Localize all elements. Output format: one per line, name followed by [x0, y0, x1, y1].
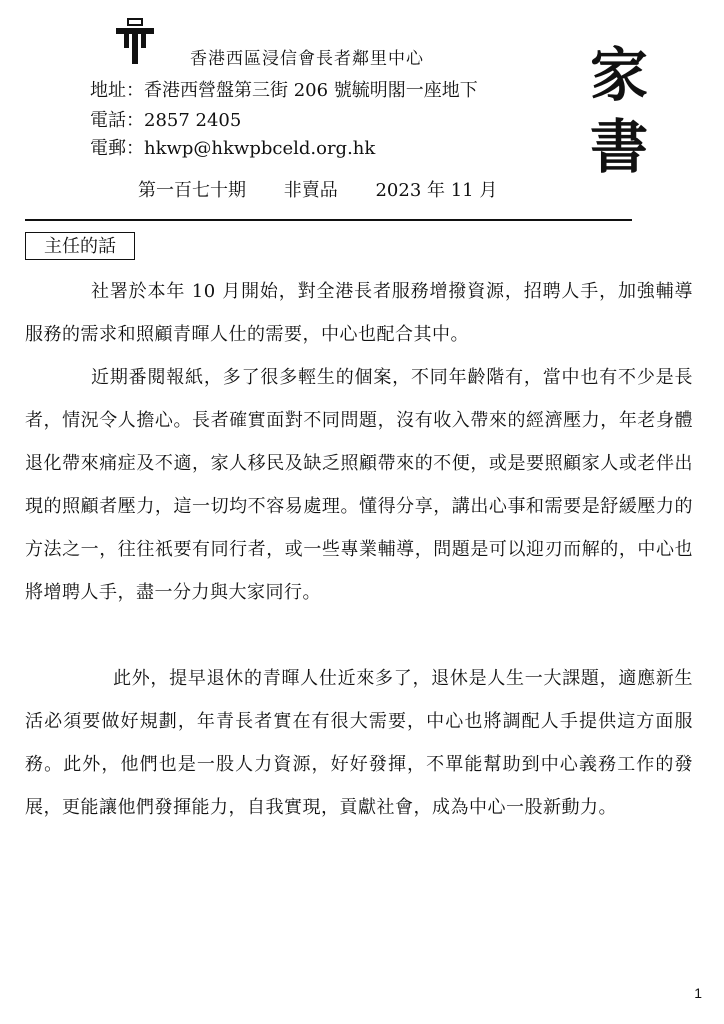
paragraph-2: 近期番閱報紙，多了很多輕生的個案，不同年齡階有，當中也有不少是長者，情況令人擔心。長者確實面對不同問題，沒有收入帶來的經濟壓力，年老身體退化帶來痛症及不適，家人移民及缺乏照顧帶來的不便，或是要照顧家人或老伴出現的照顧者壓力，這一切均不容易處理。懂得分享，講出心事和需要是舒緩壓力的方法之一，往往祇要有同行者，或一些專業輔導，問題是可以迎刃而解的，中心也將增聘人手，盡一分力與大家同行。 — [25, 367, 693, 603]
masthead-title-char-2: 書 — [590, 113, 649, 181]
issue-number: 第一百七十期 — [138, 180, 246, 201]
church-cross-logo-icon — [116, 18, 154, 64]
not-for-sale-label: 非賣品 — [283, 180, 338, 201]
paragraph-3: 此外，提早退休的青暉人仕近來多了，退休是人生一大課題，適應新生活必須要做好規劃，年青長者實在有很大需要，中心也將調配人手提供這方面服務。此外，他們也是一股人力資源，好好發揮，不單能幫助到中心義務工作的發展，更能讓他們發揮能力，自我實現，貢獻社會，成為中心一股新動力。 — [25, 668, 693, 818]
page-number: 1 — [694, 985, 702, 1001]
address-line: 地址：香港西營盤第三街 206 號毓明閣一座地下 — [90, 80, 478, 101]
issue-info — [138, 176, 529, 202]
masthead-title-char-1: 家 — [590, 41, 649, 109]
section-heading: 主任的話 — [25, 232, 135, 260]
paragraph-1: 社署於本年 10 月開始，對全港長者服務增撥資源，招聘人手，加強輔導服務的需求和照顧青暉人仕的需要，中心也配合其中。 — [25, 281, 693, 345]
email-line: 電郵：hkwp@hkwpbceld.org.hk — [90, 138, 376, 159]
organization-name: 香港西區浸信會長者鄰里中心 — [190, 49, 424, 69]
header-divider — [25, 219, 632, 221]
phone-line: 電話：2857 2405 — [90, 110, 242, 131]
issue-date: 2023 年 11 月 — [375, 180, 498, 201]
